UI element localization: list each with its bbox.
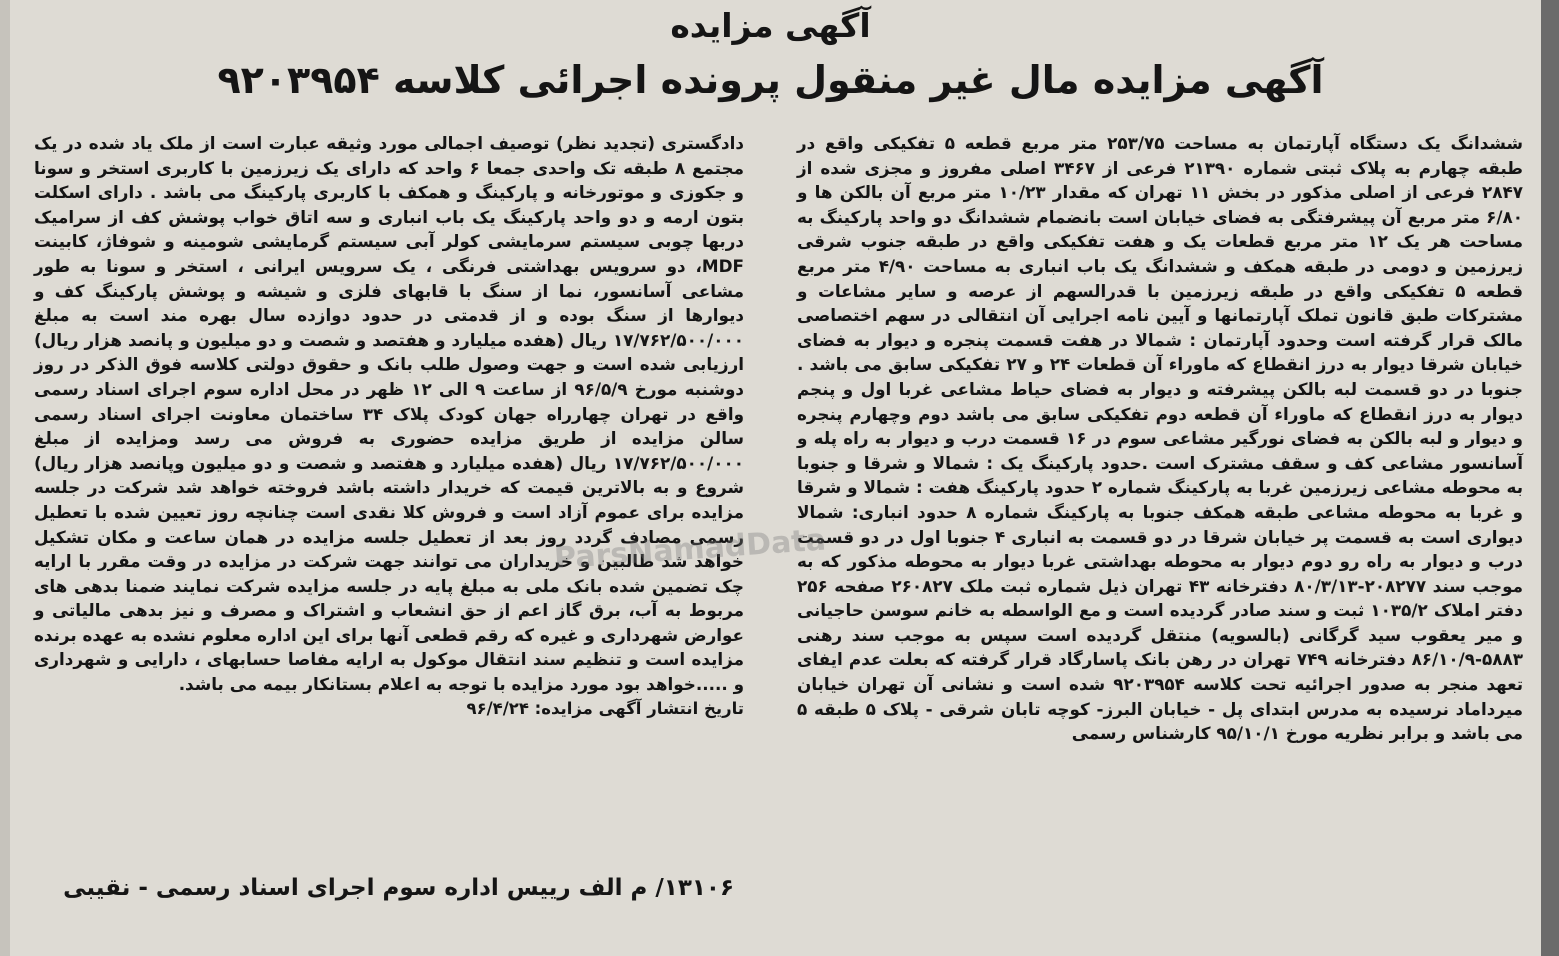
body-column-left [34, 131, 744, 721]
body-column-right [797, 131, 1523, 746]
body-text-right: ششدانگ یک دستگاه آپارتمان به مساحت ۲۵۳/۷۵ متر مربع قطعه ۵ تفکیکی واقع در طبقه چهارم به پلاک ثبتی شماره ۲۱۳۹۰ فرعی از ۳۴۶۷ اصلی مفروز و مجزی شده از ۲۸۴۷ فرعی از اصلی مذکور در بخش ۱۱ تهران که مقدار ۱۰/۲۳ متر مربع آن بالکن ها و ۶/۸۰ متر مربع آن پیشرفتگی به فضای خیابان است بانضمام ششدانگ دو واحد پارکینگ به مساحت هر یک ۱۲ متر مربع قطعات یک و هفت تفکیکی واقع در طبقه جنوب شرقی زیرزمین و دومی در طبقه همکف و ششدانگ یک باب انباری به مساحت ۴/۹۰ متر مربع قطعه ۵ تفکیکی واقع در طبقه زیرزمین با قدرالسهم از عرصه و سایر مشاعات و مشترکات طبق قانون تملک آپارتمانها و آیین نامه اجرایی آن انتقالی در سهم اختصاصی مالک قرار گرفته است وحدود آپارتمان : شمالا در هفت قسمت پنجره و دیوار به فضای خیابان شرقا دیوار به درز انقطاع که ماوراء آن قطعات ۲۴ و ۲۷ تفکیکی سابق می باشد . جنوبا در دو قسمت لبه بالکن پیشرفته و دیوار به فضای حیاط مشاعی غربا اول و پنجم دیوار به درز انقطاع که ماوراء آن قطعه دوم تفکیکی سابق می باشد دوم وچهارم پنجره و دیوار و لبه بالکن به فضای نورگیر مشاعی سوم در ۱۶ قسمت درب و دیوار به راه پله و آسانسور مشاعی کف و سقف مشترک است .حدود پارکینگ یک : شمالا و شرقا و جنوبا به محوطه مشاعی زیرزمین غربا به پارکینگ شماره ۲ حدود پارکینگ هفت : شمالا و شرقا و غربا به محوطه مشاعی طبقه همکف جنوبا به پارکینگ شماره ۸ حدود انباری: شمالا دیواری است به قسمت پر خیابان شرقا در دو قسمت به انباری ۴ جنوبا اول در دو قسمت درب و دیوار به راه رو دوم دیوار به محوطه بهداشتی غربا دیوار به محوطه مذکور که به موجب سند ۲۰۸۲۷۷-۸۰/۳/۱۳ دفترخانه ۴۳ تهران ذیل شماره ثبت ملک ۲۶۰۸۲۷ صفحه ۲۵۶ دفتر املاک ۱۰۳۵/۲ ثبت و سند صادر گردیده است و مع الواسطه به خانم سوسن حاجیانی و میر یعقوب سید گرگانی (بالسویه) منتقل گردیده است سپس به موجب سند رهنی ۵۸۸۳-۸۶/۱۰/۹ دفترخانه ۷۴۹ تهران در رهن بانک پاسارگاد قرار گرفته که بعلت عدم ایفای تعهد منجر به صدور اجرائیه تحت کلاسه ۹۲۰۳۹۵۴ شده است و نشانی آن تهران خیابان میرداماد نرسیده به مدرس ابتدای پل - خیابان البرز- کوچه تابان شرقی - پلاک ۵ طبقه ۵ می باشد و برابر نظریه مورخ ۹۵/۱۰/۱ کارشناس رسمی [797, 133, 1524, 744]
body-text-left: دادگستری (تجدید نظر) توصیف اجمالی مورد وثیقه عبارت است از ملک یاد شده در یک مجتمع ۸ طبقه تک واحدی جمعا ۶ واحد که دارای یک زیرزمین با کاربری استخر و سونا و جکوزی و موتورخانه و پارکینگ و همکف با کاربری پارکینگ می باشد . دارای اسکلت بتون ارمه و دو واحد پارکینگ یک باب انباری و سه اتاق خواب پوشش کف از سرامیک دربها چوبی سیستم سرمایشی کولر آبی سیستم گرمایشی شومینه و شوفاژ، کابینت MDF، دو سرویس بهداشتی فرنگی ، یک سرویس ایرانی ، استخر و سونا به طور مشاعی آسانسور، نما از سنگ با قابهای فلزی و شیشه و پوشش پارکینگ کف و دیوارها از سنگ بوده و از قدمتی در حدود دوازده سال بهره مند است به مبلغ ۱۷/۷۶۲/۵۰۰/۰۰۰ ریال (هفده میلیارد و هفتصد و شصت و دو میلیون و پانصد هزار ریال) ارزیابی شده است و جهت وصول طلب بانک و حقوق دولتی کلاسه فوق الذکر در روز دوشنبه مورخ ۹۶/۵/۹ از ساعت ۹ الی ۱۲ ظهر در محل اداره سوم اجرای اسناد رسمی واقع در تهران چهارراه جهان کودک پلاک ۳۴ ساختمان معاونت اجرای اسناد رسمی سالن مزایده از طریق مزایده حضوری به فروش می رسد ومزایده از مبلغ ۱۷/۷۶۲/۵۰۰/۰۰۰ ریال (هفده میلیارد و هفتصد و شصت و دو میلیون وپانصد هزار ریال) شروع و به بالاترین قیمت که خریدار داشته باشد فروخته خواهد شد شرکت در جلسه مزایده برای عموم آزاد است و فروش کلا نقدی است چنانچه روز تعیین شده با تعطیل رسمی مصادف گردد روز بعد از تعطیل جلسه مزایده در همان ساعت و مکان تشکیل خواهد شد طالبین و خریداران می توانند جهت شرکت در مزایده در وقت مقرر با ارایه چک تضمین شده بانک ملی به مبلغ پایه در جلسه مزایده شرکت نمایند ضمنا بدهی های مربوط به آب، برق گاز اعم از حق انشعاب و اشتراک و مصرف و نیز بدهی مالیاتی و عوارض شهرداری و غیره که رقم قطعی آنها برای این اداره معلوم نشده به عهده برنده مزایده است و تنظیم سند انتقال موکول به ارایه مفاصا حسابهای ، دارایی و شهرداری و .....خواهد بود مورد مزایده با توجه به اعلام بستانکار بیمه می باشد. [34, 133, 745, 695]
publication-date: تاریخ انتشار آگهی مزایده: ۹۶/۴/۲۴ [466, 698, 744, 718]
scan-edge [0, 0, 10, 956]
notice-title: آگهی مزایده [670, 6, 871, 45]
watermark-logo: ParsNamadData [553, 522, 827, 577]
notice-subtitle: آگهی مزایده مال غیر منقول پرونده اجرائی کلاسه ۹۲۰۳۹۵۴ [217, 58, 1324, 102]
signature-line: ۱۳۱۰۶/ م الف رییس اداره سوم اجرای اسناد رسمی - نقیبی [63, 875, 734, 901]
